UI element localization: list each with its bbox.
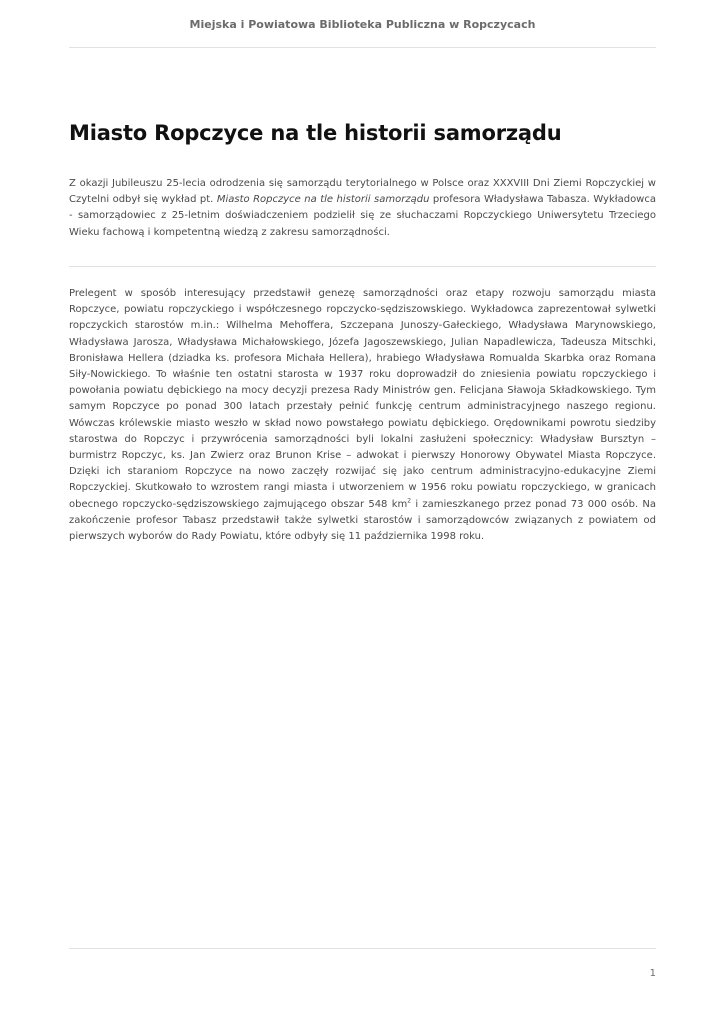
page-number: 1 xyxy=(649,968,656,979)
intro-text-end: profesora Władysława Tabasza. Wykładowca - samorządowiec z 25-letnim doświadczeniem podzielił się ze słuchaczami Ropczyckiego Uniwersytetu Trzeciego Wieku fachową i kompetentną wiedzą z zakresu samorządności. xyxy=(69,194,656,238)
section-divider xyxy=(69,266,656,267)
body-paragraph xyxy=(69,286,656,545)
area-unit-superscript: 2 xyxy=(407,497,412,505)
library-header: Miejska i Powiatowa Biblioteka Publiczna w Ropczycach xyxy=(189,18,536,31)
body-text-end: i zamieszkanego przez ponad 73 000 osób. Na zakończenie profesor Tabasz przedstawił także sylwetki starostów i samorządowców związanych z powiatem od pierwszych wyborów do Rady Powiatu, które odbyły się 11 października 1998 roku. xyxy=(69,498,656,543)
intro-paragraph xyxy=(69,176,656,241)
header-divider xyxy=(69,47,656,48)
footer-divider xyxy=(69,948,656,949)
article-title: Miasto Ropczyce na tle historii samorządu xyxy=(69,121,562,145)
lecture-title: Miasto Ropczyce na tle historii samorządu xyxy=(216,194,430,206)
intro-text-start: Z okazji Jubileuszu 25-lecia odrodzenia się samorządu terytorialnego w Polsce oraz XXXVIII Dni Ziemi Ropczyckiej w Czytelni odbył się wykład pt. xyxy=(69,178,656,206)
body-text-start: Prelegent w sposób interesujący przedstawił genezę samorządności oraz etapy rozwoju samorządu miasta Ropczyce, powiatu ropczyckiego i współczesnego ropczycko-sędziszowskiego. Wykładowca zaprezentował sylwetki ropczyckich starostów m.in.: Wilhelma Mehoffera, Szczepana Junoszy-Gałeckiego, Władysława Marynowskiego, Władysława Jarosza, Władysława Michałowskiego, Józefa Jagoszewskiego, Julian Napadlewicza, Tadeusza Mitschki, Bronisława Hellera (dziadka ks. profesora Michała Hellera), hrabiego Władysława Romualda Skarbka oraz Romana Siły-Nowickiego. To właśnie ten ostatni starosta w 1937 roku doprowadził do zniesienia powiatu ropczyckiego i powołania powiatu dębickiego na mocy decyzji prezesa Rady Ministrów gen. Felicjana Sławoja Składkowskiego. Tym samym Ropczyce po ponad 300 latach przestały pełnić funkcję centrum administracyjnego naszego regionu. Wówczas królewskie miasto weszło w skład nowo powstałego powiatu dębickiego. Orędownikami powrotu siedziby starostwa do Ropczyc i przywrócenia samorządności byli lokalni zasłużeni społecznicy: Władysław Bursztyn – burmistrz Ropczyc, ks. Jan Zwierz oraz Brunon Krise – adwokat i pierwszy Honorowy Obywatel Miasta Ropczyce. Dzięki ich staraniom Ropczyce na nowo zaczęły rozwijać się jako centrum administracyjno-edukacyjne Ziemi Ropczyckiej. Skutkowało to wzrostem rangi miasta i utworzeniem w 1956 roku powiatu ropczyckiego, w granicach obecnego ropczycko-sędziszowskiego zajmującego obszar 548 km xyxy=(69,288,656,510)
